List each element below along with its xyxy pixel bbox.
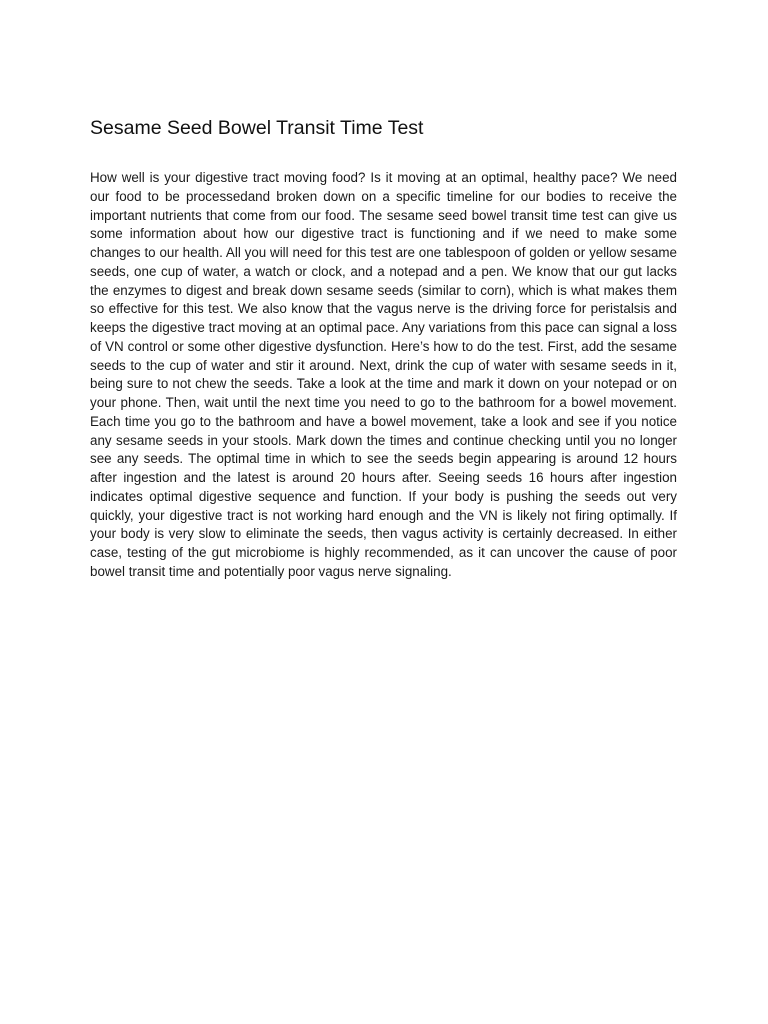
- document-body-paragraph: How well is your digestive tract moving food? Is it moving at an optimal, healthy pace? We need our food to be processedand broken down on a specific timeline for our bodies to receive the important nutrients that come from our food. The sesame seed bowel transit time test can give us some information about how our digestive tract is functioning and if we need to make some changes to our health. All you will need for this test are one tablespoon of golden or yellow sesame seeds, one cup of water, a watch or clock, and a notepad and a pen. We know that our gut lacks the enzymes to digest and break down sesame seeds (similar to corn), which is what makes them so effective for this test. We also know that the vagus nerve is the driving force for peristalsis and keeps the digestive tract moving at an optimal pace. Any variations from this pace can signal a loss of VN control or some other digestive dysfunction. Here’s how to do the test. First, add the sesame seeds to the cup of water and stir it around. Next, drink the cup of water with sesame seeds in it, being sure to not chew the seeds. Take a look at the time and mark it down on your notepad or on your phone. Then, wait until the next time you need to go to the bathroom for a bowel movement. Each time you go to the bathroom and have a bowel movement, take a look and see if you notice any sesame seeds in your stools. Mark down the times and continue checking until you no longer see any seeds. The optimal time in which to see the seeds begin appearing is around 12 hours after ingestion and the latest is around 20 hours after. Seeing seeds 16 hours after ingestion indicates optimal digestive sequence and function. If your body is pushing the seeds out very quickly, your digestive tract is not working hard enough and the VN is likely not firing optimally. If your body is very slow to eliminate the seeds, then vagus activity is certainly decreased. In either case, testing of the gut microbiome is highly recommended, as it can uncover the cause of poor bowel transit time and potentially poor vagus nerve signaling.: [90, 170, 677, 579]
- document-title: Sesame Seed Bowel Transit Time Test: [90, 117, 424, 139]
